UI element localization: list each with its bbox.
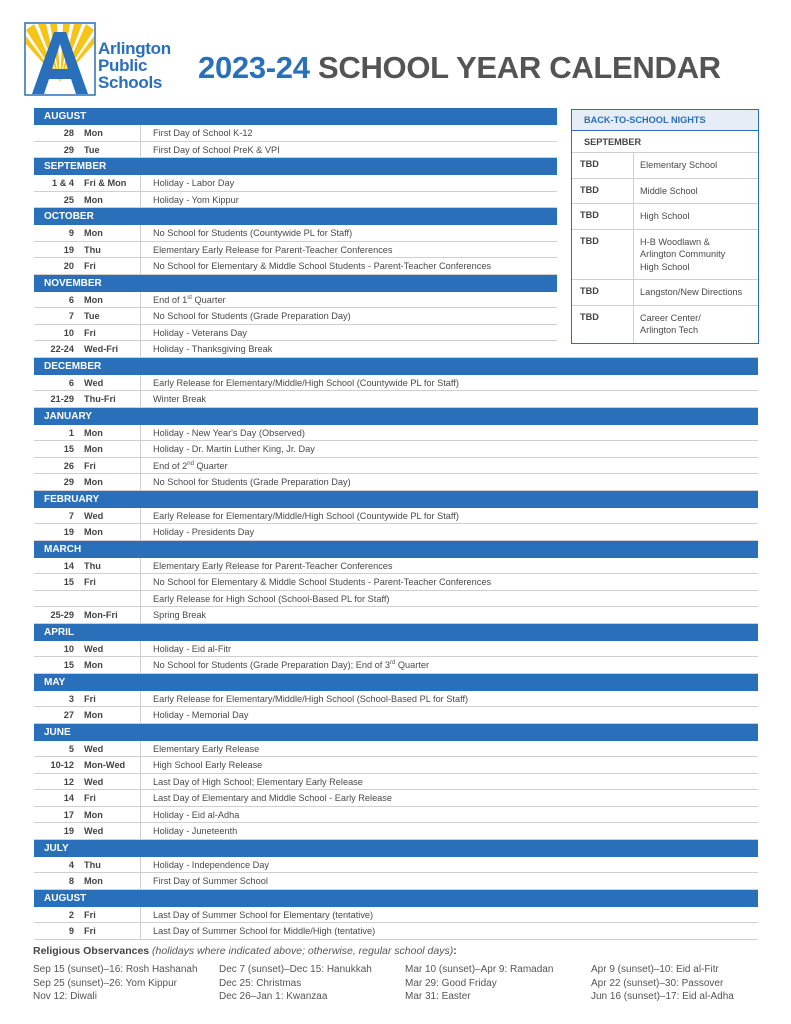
event-weekday: Fri: [78, 790, 141, 806]
event-row: [34, 258, 557, 275]
event-weekday: Fri & Mon: [78, 175, 141, 191]
event-weekday: Mon: [78, 524, 141, 540]
event-description: [141, 375, 758, 391]
event-description: [141, 258, 557, 274]
month-header: OCTOBER: [34, 208, 557, 225]
event-row: [34, 391, 758, 408]
religious-item: Mar 10 (sunset)–Apr 9: Ramadan: [405, 964, 554, 975]
event-text: Elementary Early Release: [153, 743, 260, 754]
event-description: [141, 907, 758, 923]
event-text: Last Day of Elementary and Middle School - Early Release: [153, 793, 392, 803]
event-text: Early Release for High School (School-Based PL for Staff): [153, 593, 390, 604]
event-weekday: Mon: [78, 425, 141, 441]
event-date: 19: [63, 244, 74, 255]
bts-school: Career Center/ Arlington Tech: [640, 312, 701, 335]
event-weekday: Mon: [78, 225, 141, 241]
event-weekday: Tue: [78, 308, 141, 324]
event-text: First Day of School PreK & VPI: [153, 144, 280, 155]
month-header: MARCH: [34, 541, 758, 558]
event-date: 15: [63, 577, 74, 587]
month-header: APRIL: [34, 624, 758, 641]
month-header: NOVEMBER: [34, 275, 557, 292]
event-weekday: Fri: [78, 907, 141, 923]
event-weekday: Wed: [78, 508, 141, 524]
event-text-tail: Quarter: [193, 460, 228, 471]
bts-school: Langston/New Directions: [640, 287, 743, 297]
quarter-number: 1: [182, 294, 188, 305]
religious-heading: [33, 945, 773, 957]
event-weekday: Thu: [78, 558, 141, 574]
sunburst-a-logo-icon: [24, 22, 96, 96]
event-description: [141, 574, 758, 590]
page-title: [198, 50, 721, 86]
district-logo: [24, 22, 184, 98]
event-description: [141, 458, 758, 474]
event-description: [141, 225, 557, 241]
event-description: [141, 474, 758, 490]
event-date: 2: [68, 909, 74, 920]
religious-item: Dec 25: Christmas: [219, 977, 302, 989]
event-weekday: Mon: [78, 474, 141, 490]
panel-title: BACK-TO-SCHOOL NIGHTS: [572, 110, 758, 131]
event-weekday: Mon: [78, 441, 141, 457]
event-row: [34, 474, 758, 491]
event-text: Holiday - Thanksgiving Break: [153, 344, 273, 354]
event-date: 9: [68, 228, 74, 238]
bts-date: TBD: [572, 230, 634, 280]
event-row: [34, 425, 758, 442]
religious-item: Dec 7 (sunset)–Dec 15: Hanukkah: [219, 964, 372, 975]
event-text: Holiday - Memorial Day: [153, 710, 249, 720]
event-date: 9: [68, 926, 74, 936]
event-date: 8: [68, 876, 74, 886]
event-weekday: Mon: [78, 292, 141, 308]
religious-list: [33, 963, 773, 1013]
event-text: Last Day of Summer School for Middle/High (tentative): [153, 926, 376, 936]
bts-date: TBD: [572, 306, 634, 343]
month-header: AUGUST: [34, 890, 758, 907]
event-text: No School for Students (Countywide PL for Staff): [153, 228, 353, 238]
event-text: No School for Elementary & Middle School Students - Parent-Teacher Conferences: [153, 577, 492, 587]
event-weekday: Wed: [78, 823, 141, 839]
event-description: [141, 142, 557, 158]
religious-item: Sep 15 (sunset)–16: Rosh Hashanah: [33, 964, 198, 975]
event-weekday: [78, 591, 141, 607]
event-text: Holiday - Juneteenth: [153, 826, 238, 836]
event-row: [34, 757, 758, 774]
logo-wordmark: [98, 40, 171, 91]
title-year: 2023-24: [198, 50, 310, 85]
event-weekday: Fri: [78, 258, 141, 274]
event-row: [34, 907, 758, 924]
event-weekday: Thu-Fri: [78, 391, 141, 407]
event-text: End of: [153, 460, 180, 471]
event-text: Spring Break: [153, 610, 207, 620]
event-text-tail: Quarter: [395, 660, 430, 670]
event-text: Elementary Early Release for Parent-Teacher Conferences: [153, 560, 393, 571]
event-row: [34, 691, 758, 708]
event-description: [141, 391, 758, 407]
event-date: 29: [63, 477, 74, 487]
religious-item: Dec 26–Jan 1: Kwanzaa: [219, 991, 328, 1002]
bts-school: High School: [640, 211, 690, 221]
event-description: [141, 308, 557, 324]
event-date: 3: [68, 693, 74, 704]
event-row: [34, 242, 557, 259]
event-text: Holiday - Labor Day: [153, 178, 235, 188]
bts-date: TBD: [572, 280, 634, 305]
event-row: [34, 142, 557, 159]
event-text: Holiday - Dr. Martin Luther King, Jr. Day: [153, 444, 315, 454]
event-date: 28: [63, 128, 74, 138]
logo-line-2: Public: [98, 56, 148, 75]
event-row: [34, 508, 758, 525]
title-text: SCHOOL YEAR CALENDAR: [309, 50, 721, 85]
event-row: [34, 873, 758, 890]
event-description: [141, 524, 758, 540]
religious-column: [405, 963, 553, 1004]
event-date: 25-29: [50, 610, 74, 620]
month-header: DECEMBER: [34, 358, 758, 375]
event-weekday: Fri: [78, 923, 141, 939]
event-weekday: Wed: [78, 375, 141, 391]
event-row: [34, 225, 557, 242]
logo-line-1: Arlington: [98, 39, 171, 58]
event-description: [141, 807, 758, 823]
event-weekday: Thu: [78, 857, 141, 873]
event-date: 19: [63, 527, 74, 537]
quarter-number: 3: [384, 660, 390, 670]
event-description: [141, 707, 758, 723]
event-date: 1 & 4: [52, 178, 74, 188]
event-row: [34, 857, 758, 874]
panel-rows: [572, 153, 758, 343]
event-description: [141, 242, 557, 258]
event-date: 15: [63, 444, 74, 454]
event-date: 17: [63, 809, 74, 820]
event-weekday: Mon: [78, 657, 141, 673]
event-text-tail: Quarter: [191, 294, 226, 305]
bts-row: [572, 153, 758, 179]
event-description: [141, 607, 758, 623]
event-description: [141, 558, 758, 574]
event-description: [141, 292, 557, 308]
event-date: 7: [68, 510, 74, 521]
religious-item: Mar 31: Easter: [405, 991, 471, 1002]
month-header: AUGUST: [34, 108, 557, 125]
religious-column: [219, 963, 372, 1004]
month-header: MAY: [34, 674, 758, 691]
month-header: JANUARY: [34, 408, 758, 425]
event-row: [34, 807, 758, 824]
event-date: 6: [68, 294, 74, 305]
back-to-school-panel: [571, 109, 759, 344]
event-row: [34, 441, 758, 458]
event-row: [34, 375, 758, 392]
religious-item: Sep 25 (sunset)–26: Yom Kippur: [33, 977, 177, 989]
month-header: JUNE: [34, 724, 758, 741]
event-date: 20: [63, 261, 74, 271]
event-text: First Day of Summer School: [153, 876, 268, 886]
event-weekday: Mon: [78, 125, 141, 141]
event-date: 22-24: [50, 344, 74, 354]
event-description: [141, 873, 758, 889]
event-weekday: Wed: [78, 741, 141, 757]
event-text: No School for Students (Grade Preparation Day): [153, 311, 351, 321]
bts-row: [572, 306, 758, 343]
bts-school: Elementary School: [640, 160, 718, 170]
event-text: Holiday - Yom Kippur: [153, 194, 239, 205]
event-weekday: Wed: [78, 641, 141, 657]
event-weekday: Mon-Fri: [78, 607, 141, 623]
event-weekday: Thu: [78, 242, 141, 258]
event-description: [141, 757, 758, 773]
event-text: Holiday - Presidents Day: [153, 527, 255, 537]
event-description: [141, 774, 758, 790]
event-text: Early Release for Elementary/Middle/High School (Countywide PL for Staff): [153, 377, 459, 388]
bts-school: Middle School: [640, 185, 698, 196]
bts-date: TBD: [572, 204, 634, 229]
month-header: SEPTEMBER: [34, 158, 557, 175]
event-text: Holiday - Veterans Day: [153, 327, 247, 338]
event-row: [34, 607, 758, 624]
bts-date: TBD: [572, 179, 634, 204]
event-description: [141, 641, 758, 657]
bts-school: H-B Woodlawn & Arlington Community High School: [640, 236, 726, 272]
event-date: 26: [63, 460, 74, 471]
religious-observances: [33, 945, 773, 1013]
logo-line-3: Schools: [98, 73, 163, 92]
religious-column: [33, 963, 198, 1004]
event-weekday: Mon: [78, 873, 141, 889]
religious-item: Jun 16 (sunset)–17: Eid al-Adha: [591, 991, 734, 1002]
event-row: [34, 574, 758, 591]
event-description: [141, 857, 758, 873]
event-text: Elementary Early Release for Parent-Teacher Conferences: [153, 244, 393, 255]
event-date: 10-12: [50, 760, 74, 770]
event-row: [34, 308, 557, 325]
ordinal-suffix: nd: [187, 460, 194, 467]
event-date: 1: [68, 427, 74, 438]
month-header: JULY: [34, 840, 758, 857]
event-date: 4: [68, 859, 74, 870]
event-row: [34, 591, 758, 608]
event-text: High School Early Release: [153, 760, 263, 770]
bts-row: [572, 230, 758, 281]
event-description: [141, 425, 758, 441]
event-description: [141, 923, 758, 939]
event-description: [141, 657, 758, 673]
event-row: [34, 524, 758, 541]
event-text: Holiday - Eid al-Adha: [153, 809, 240, 820]
event-date: 27: [63, 710, 74, 720]
event-date: 19: [63, 826, 74, 836]
event-text: Last Day of High School; Elementary Early Release: [153, 776, 363, 787]
event-date: 7: [68, 311, 74, 321]
event-description: [141, 125, 557, 141]
event-weekday: Mon: [78, 192, 141, 208]
event-row: [34, 774, 758, 791]
religious-item: Mar 29: Good Friday: [405, 977, 497, 989]
event-description: [141, 741, 758, 757]
event-weekday: Fri: [78, 691, 141, 707]
event-weekday: Tue: [78, 142, 141, 158]
event-text: No School for Students (Grade Preparation Day); End of: [153, 660, 383, 670]
event-text: Holiday - Eid al-Fitr: [153, 643, 232, 654]
event-row: [34, 192, 557, 209]
religious-heading-colon: :: [453, 945, 457, 957]
event-text: No School for Elementary & Middle School Students - Parent-Teacher Conferences: [153, 261, 492, 271]
event-text: Winter Break: [153, 394, 207, 404]
event-description: [141, 591, 758, 607]
event-text: Last Day of Summer School for Elementary (tentative): [153, 909, 374, 920]
event-date: 10: [63, 643, 74, 654]
religious-item: Apr 9 (sunset)–10: Eid al-Fitr: [591, 964, 719, 975]
event-date: 6: [68, 377, 74, 388]
ordinal-suffix: st: [187, 294, 192, 301]
event-date: 14: [63, 560, 74, 571]
event-description: [141, 192, 557, 208]
religious-column: [591, 963, 734, 1004]
event-row: [34, 707, 758, 724]
event-text: Holiday - Independence Day: [153, 859, 269, 870]
event-row: [34, 657, 758, 674]
event-weekday: Fri: [78, 458, 141, 474]
event-text: Holiday - New Year's Day (Observed): [153, 427, 305, 438]
panel-month: SEPTEMBER: [572, 131, 758, 153]
religious-item: Apr 22 (sunset)–30: Passover: [591, 977, 724, 989]
religious-heading-bold: Religious Observances: [33, 945, 150, 957]
month-header: FEBRUARY: [34, 491, 758, 508]
event-date: 14: [63, 793, 74, 803]
event-row: [34, 125, 557, 142]
religious-heading-note: (holidays where indicated above; otherwise, regular school days): [149, 945, 454, 957]
event-weekday: Wed: [78, 774, 141, 790]
event-date: [34, 591, 78, 607]
event-row: [34, 790, 758, 807]
event-row: [34, 175, 557, 192]
event-date: 10: [63, 327, 74, 338]
event-weekday: Fri: [78, 325, 141, 341]
bts-date: TBD: [572, 153, 634, 178]
event-row: [34, 923, 758, 940]
event-row: [34, 458, 758, 475]
event-row: [34, 292, 557, 309]
event-weekday: Fri: [78, 574, 141, 590]
event-description: [141, 441, 758, 457]
event-date: 29: [63, 144, 74, 155]
event-weekday: Wed-Fri: [78, 341, 141, 357]
event-description: [141, 823, 758, 839]
event-row: [34, 641, 758, 658]
bts-row: [572, 204, 758, 230]
event-text: No School for Students (Grade Preparation Day): [153, 477, 351, 487]
bts-row: [572, 280, 758, 306]
event-text: Early Release for Elementary/Middle/High School (Countywide PL for Staff): [153, 510, 459, 521]
event-description: [141, 691, 758, 707]
event-description: [141, 325, 557, 341]
religious-item: Nov 12: Diwali: [33, 991, 97, 1002]
event-date: 5: [68, 743, 74, 754]
event-date: 21-29: [50, 394, 74, 404]
event-row: [34, 558, 758, 575]
event-weekday: Mon: [78, 707, 141, 723]
event-description: [141, 790, 758, 806]
event-weekday: Mon-Wed: [78, 757, 141, 773]
event-text: Early Release for Elementary/Middle/High School (School-Based PL for Staff): [153, 693, 469, 704]
event-date: 12: [63, 776, 74, 787]
event-description: [141, 175, 557, 191]
event-row: [34, 325, 557, 342]
quarter-number: 2: [182, 460, 188, 471]
event-text: First Day of School K-12: [153, 128, 253, 138]
ordinal-suffix: rd: [390, 660, 396, 666]
event-text: End of: [153, 294, 180, 305]
event-date: 25: [63, 194, 74, 205]
event-date: 15: [63, 660, 74, 670]
event-weekday: Mon: [78, 807, 141, 823]
bts-row: [572, 179, 758, 205]
event-row: [34, 823, 758, 840]
event-row: [34, 741, 758, 758]
event-description: [141, 508, 758, 524]
